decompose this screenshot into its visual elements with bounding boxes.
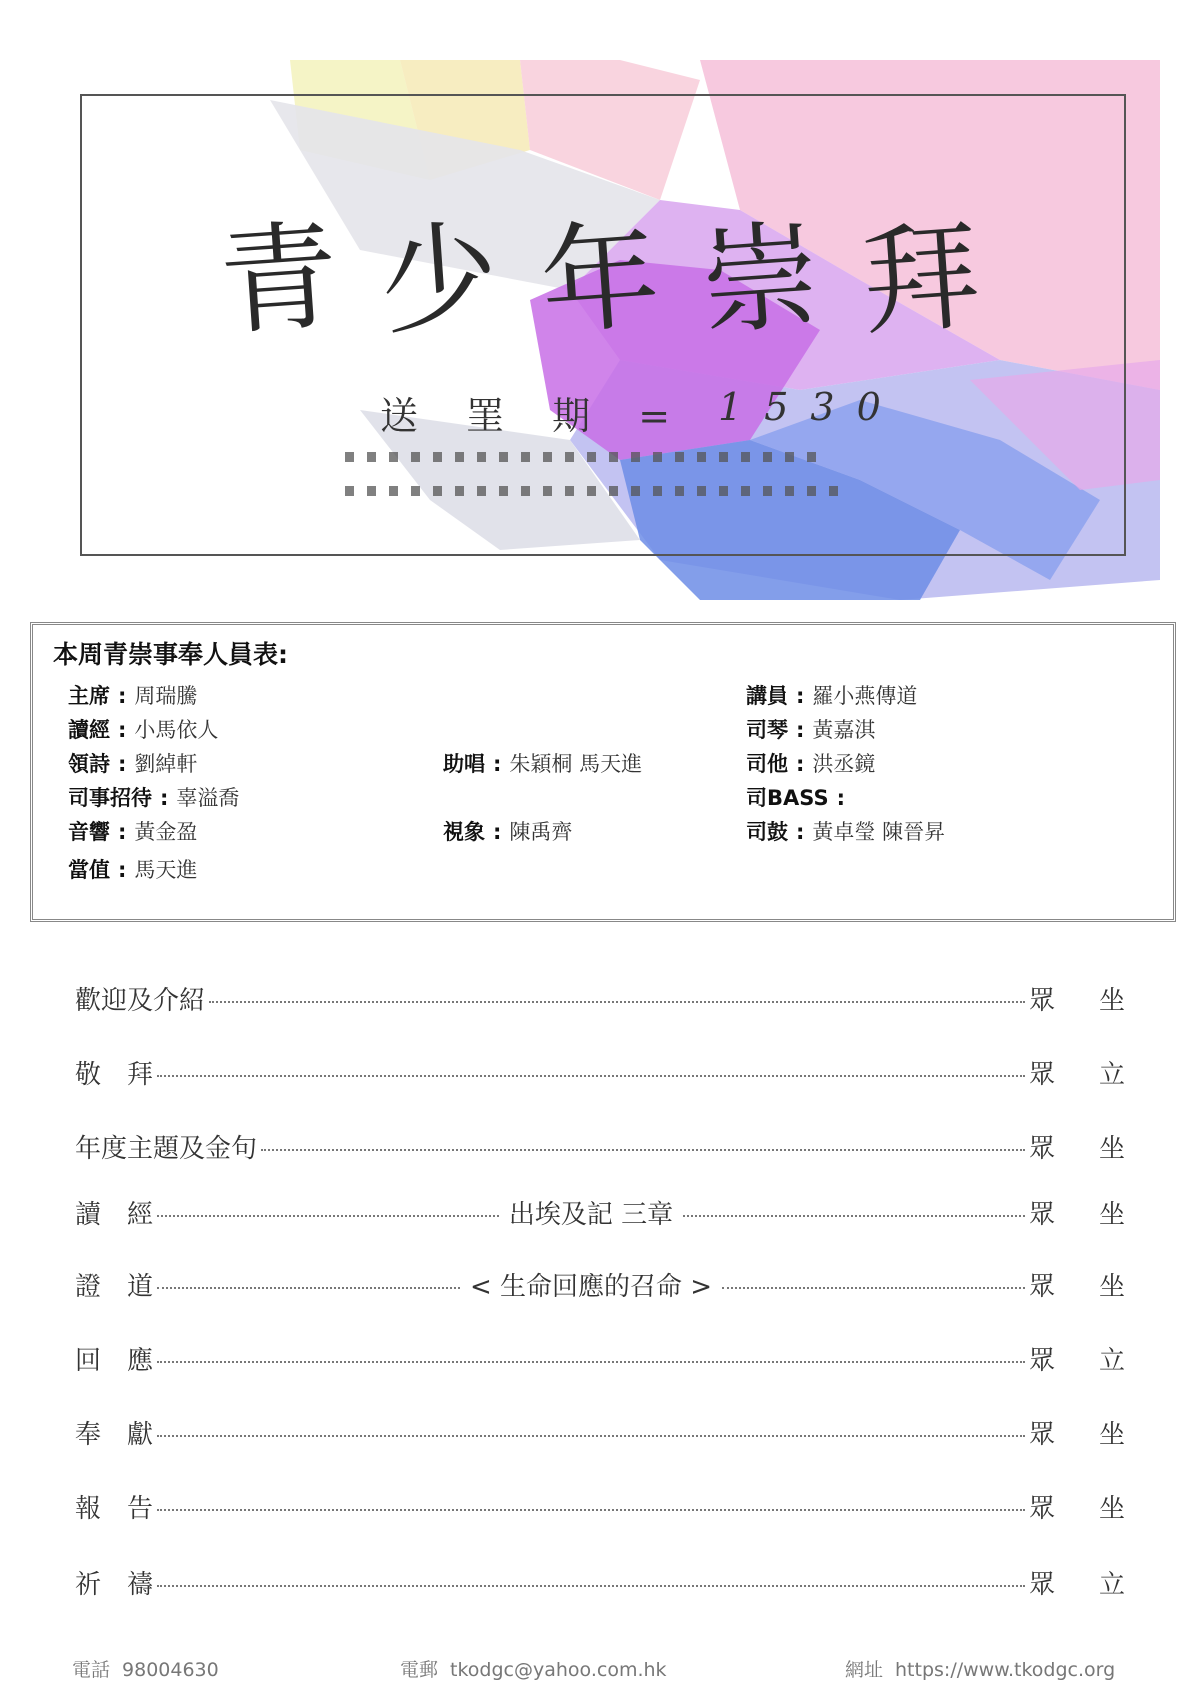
staff-entry: 司鼓 : 黃卓瑩 陳晉昇 [746, 820, 946, 844]
banner-issue [380, 385, 903, 440]
staff-entry: 講員 : 羅小燕傳道 [746, 684, 918, 708]
order-posture: 坐 [1098, 1493, 1125, 1524]
dot-leader [157, 1509, 1025, 1511]
order-item: 回 應 [75, 1345, 154, 1376]
order-posture: 坐 [1098, 1133, 1125, 1164]
dot-leader [722, 1287, 1025, 1289]
order-who: 眾 [1029, 1493, 1056, 1524]
order-detail: < 生命回應的召命 > [469, 1271, 713, 1302]
dot-leader [261, 1149, 1025, 1151]
staff-role: 司事招待 [68, 786, 152, 810]
order-item: 讀 經 [75, 1199, 154, 1230]
order-posture: 坐 [1098, 1271, 1125, 1302]
banner-title-char: 少 [375, 206, 504, 352]
staff-entry: 司BASS : [746, 786, 845, 810]
footer-website-label: 網址 [845, 1659, 884, 1681]
dot-leader [209, 1001, 1025, 1003]
staff-entry: 領詩 : 劉綽軒 [68, 752, 198, 776]
order-posture: 立 [1098, 1059, 1125, 1090]
order-who: 眾 [1029, 985, 1056, 1016]
footer-email-value[interactable]: tkodgc@yahoo.com.hk [450, 1659, 667, 1681]
decorative-script-line [345, 486, 845, 496]
order-posture: 立 [1098, 1569, 1125, 1600]
footer-email [400, 1655, 667, 1682]
staff-name: 馬天進 [134, 858, 198, 882]
staff-entry: 視象 : 陳禹齊 [443, 820, 573, 844]
staff-name: 黃卓瑩 陳晉昇 [812, 820, 946, 844]
staff-role: 音響 [68, 820, 110, 844]
banner-issue-label: 送 罣 期 = [380, 394, 689, 438]
order-row [75, 1414, 1125, 1450]
staff-heading: 本周青崇事奉人員表: [53, 640, 288, 669]
staff-entry: 助唱 : 朱穎桐 馬天進 [443, 752, 643, 776]
staff-entry: 司他 : 洪丞鏡 [746, 752, 876, 776]
dot-leader [157, 1287, 460, 1289]
staff-role: 助唱 [443, 752, 485, 776]
staff-role: 講員 [746, 684, 788, 708]
order-posture: 立 [1098, 1345, 1125, 1376]
banner-issue-number: 1530 [718, 385, 903, 429]
order-row [75, 1488, 1125, 1524]
staff-name: 周瑞騰 [134, 684, 198, 708]
footer-website-value[interactable]: https://www.tkodgc.org [895, 1659, 1116, 1681]
footer-phone-value: 98004630 [122, 1659, 219, 1681]
order-row [75, 1266, 1125, 1302]
banner-title-char: 年 [536, 206, 664, 352]
order-posture: 坐 [1098, 1419, 1125, 1450]
order-row [75, 1054, 1125, 1090]
staff-name: 朱穎桐 馬天進 [509, 752, 643, 776]
order-row [75, 1564, 1125, 1600]
order-item: 敬 拜 [75, 1059, 154, 1090]
order-item: 證 道 [75, 1271, 154, 1302]
order-item: 歡迎及介紹 [75, 985, 206, 1016]
footer-website [845, 1655, 1115, 1682]
staff-role: 當值 [68, 858, 110, 882]
staff-entry: 司事招待 : 辜溢喬 [68, 786, 240, 810]
order-who: 眾 [1029, 1199, 1056, 1230]
staff-name: 劉綽軒 [134, 752, 198, 776]
staff-entry: 當值 : 馬天進 [68, 858, 198, 882]
order-who: 眾 [1029, 1133, 1056, 1164]
order-item: 報 告 [75, 1493, 154, 1524]
order-who: 眾 [1029, 1059, 1056, 1090]
decorative-script-line [345, 452, 825, 462]
staff-name: 羅小燕傳道 [812, 684, 918, 708]
order-who: 眾 [1029, 1419, 1056, 1450]
staff-name: 黃嘉淇 [812, 718, 876, 742]
order-who: 眾 [1029, 1569, 1056, 1600]
staff-role: 視象 [443, 820, 485, 844]
staff-role: 司琴 [746, 718, 788, 742]
staff-roster-box [30, 622, 1176, 922]
dot-leader [157, 1435, 1025, 1437]
footer-phone [72, 1655, 219, 1682]
banner-title-char: 崇 [696, 206, 825, 352]
order-detail: 出埃及記 三章 [508, 1199, 674, 1230]
order-item: 年度主題及金句 [75, 1133, 258, 1164]
staff-name: 辜溢喬 [176, 786, 240, 810]
staff-entry: 讀經 : 小馬依人 [68, 718, 219, 742]
staff-role: 領詩 [68, 752, 110, 776]
staff-entry: 主席 : 周瑞騰 [68, 684, 198, 708]
footer-phone-label: 電話 [72, 1659, 111, 1681]
staff-entry: 音響 : 黃金盈 [68, 820, 198, 844]
staff-role: 司鼓 [746, 820, 788, 844]
dot-leader [157, 1585, 1025, 1587]
order-posture: 坐 [1098, 1199, 1125, 1230]
staff-role: 主席 [68, 684, 110, 708]
banner-title-char: 拜 [857, 206, 985, 352]
footer-email-label: 電郵 [400, 1659, 439, 1681]
banner-title-char: 青 [215, 206, 343, 352]
dot-leader [157, 1215, 499, 1217]
order-row [75, 1340, 1125, 1376]
order-who: 眾 [1029, 1345, 1056, 1376]
dot-leader [683, 1215, 1025, 1217]
order-row [75, 1128, 1125, 1164]
staff-name: 黃金盈 [134, 820, 198, 844]
staff-role: 讀經 [68, 718, 110, 742]
order-who: 眾 [1029, 1271, 1056, 1302]
order-row [75, 980, 1125, 1016]
order-item: 奉 獻 [75, 1419, 154, 1450]
order-item: 祈 禱 [75, 1569, 154, 1600]
dot-leader [157, 1075, 1025, 1077]
staff-name: 洪丞鏡 [812, 752, 876, 776]
staff-entry: 司琴 : 黃嘉淇 [746, 718, 876, 742]
staff-name: 小馬依人 [134, 718, 219, 742]
banner-title [215, 206, 985, 352]
staff-role: 司他 [746, 752, 788, 776]
staff-name: 陳禹齊 [509, 820, 573, 844]
order-row [75, 1194, 1125, 1230]
dot-leader [157, 1361, 1025, 1363]
order-posture: 坐 [1098, 985, 1125, 1016]
staff-role: 司BASS [746, 786, 829, 810]
